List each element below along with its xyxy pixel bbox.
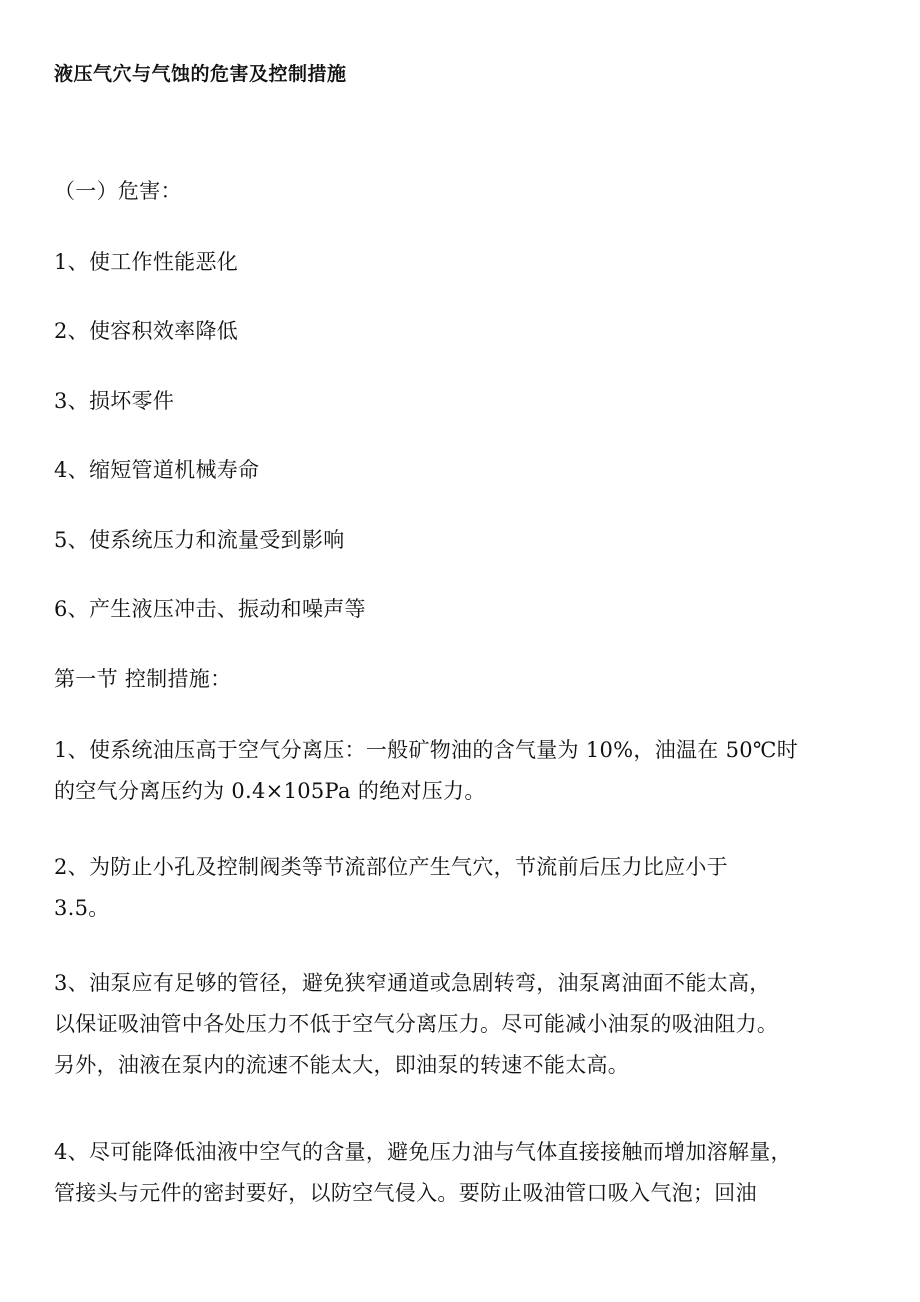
harm-item-2: 2、使容积效率降低	[54, 319, 239, 343]
harm-item-1: 1、使工作性能恶化	[54, 250, 239, 274]
harm-item-4: 4、缩短管道机械寿命	[54, 458, 260, 482]
measure-paragraph-1	[54, 735, 854, 817]
measure-4-line-2: 管接头与元件的密封要好，以防空气侵入。要防止吸油管口吸入气泡；回油	[54, 1181, 757, 1205]
measure-3-line-3: 另外，油液在泵内的流速不能太大，即油泵的转速不能太高。	[54, 1053, 630, 1077]
measure-2-line-2: 3.5。	[54, 896, 110, 920]
harm-item-6: 6、产生液压冲击、振动和噪声等	[54, 597, 366, 621]
harm-item-5: 5、使系统压力和流量受到影响	[54, 528, 345, 552]
measure-3-line-2: 以保证吸油管中各处压力不低于空气分离压力。尽可能减小油泵的吸油阻力。	[54, 1012, 779, 1036]
harm-item-3: 3、损坏零件	[54, 389, 175, 413]
measure-1-line-2: 的空气分离压约为 0.4×105Pa 的绝对压力。	[54, 779, 486, 803]
section-heading-harm: （一）危害：	[54, 179, 182, 203]
section-heading-control: 第一节 控制措施：	[54, 667, 232, 691]
measure-1-line-1: 1、使系统油压高于空气分离压：一般矿物油的含气量为 10%，油温在 50℃时	[54, 738, 798, 762]
measure-3-line-1: 3、油泵应有足够的管径，避免狭窄通道或急剧转弯，油泵离油面不能太高，	[54, 971, 771, 995]
measure-paragraph-4	[54, 1137, 854, 1219]
document-title: 液压气穴与气蚀的危害及控制措施	[54, 63, 347, 85]
measure-2-line-1: 2、为防止小孔及控制阀类等节流部位产生气穴，节流前后压力比应小于	[54, 855, 728, 879]
measure-4-line-1: 4、尽可能降低油液中空气的含量，避免压力油与气体直接接触而增加溶解量，	[54, 1140, 792, 1164]
measure-paragraph-3	[54, 968, 854, 1091]
measure-paragraph-2	[54, 852, 854, 934]
